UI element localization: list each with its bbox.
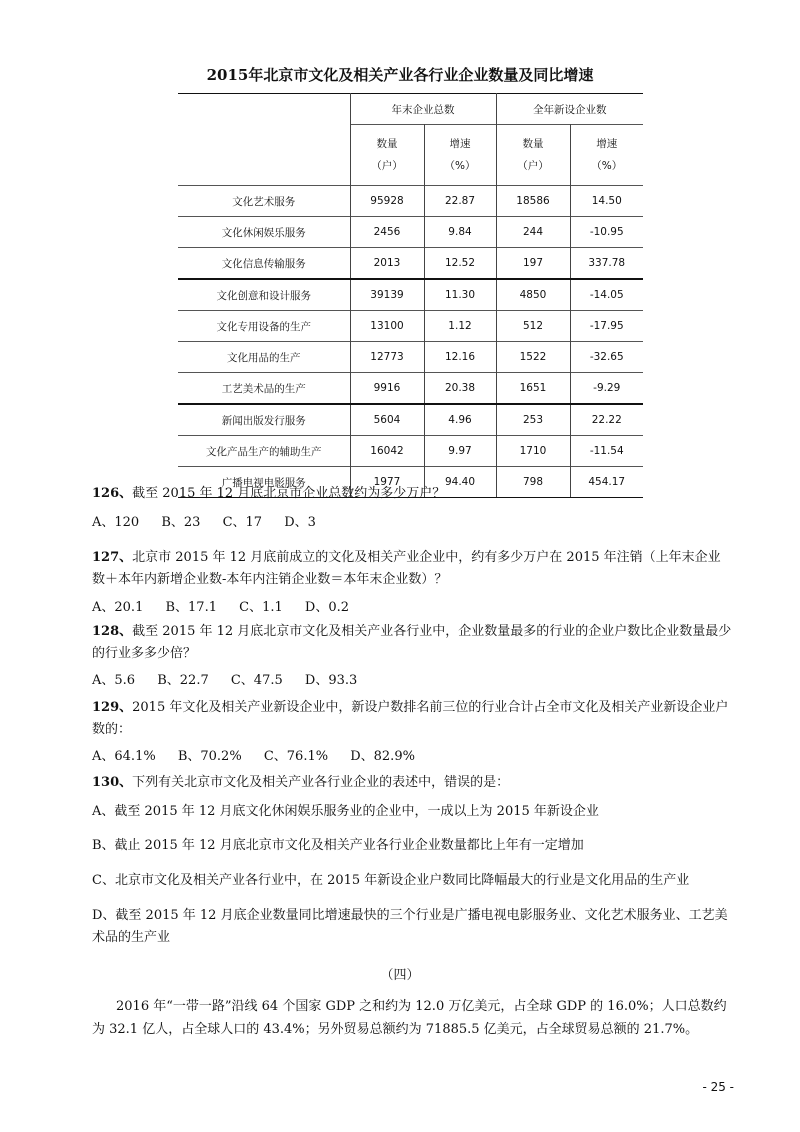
option-b: B、70.2% — [177, 749, 242, 764]
option-d: D、0.2 — [304, 600, 349, 615]
total-growth-cell: 4.96 — [424, 404, 496, 436]
page-number: - 25 - — [702, 1080, 734, 1094]
industry-cell: 文化创意和设计服务 — [178, 279, 350, 311]
total-growth-cell: 11.30 — [424, 279, 496, 311]
industry-cell: 文化艺术服务 — [178, 186, 350, 217]
industry-cell: 广播电视电影服务 — [178, 467, 350, 498]
total-cell: 16042 — [350, 436, 424, 467]
empty-corner-cell — [178, 94, 350, 186]
new-growth-cell: -14.05 — [570, 279, 643, 311]
new-cell: 1651 — [496, 373, 570, 405]
total-growth-cell: 94.40 — [424, 467, 496, 498]
total-cell: 12773 — [350, 342, 424, 373]
option-b: B、22.7 — [157, 673, 209, 688]
new-cell: 1522 — [496, 342, 570, 373]
total-cell: 5604 — [350, 404, 424, 436]
option-d: D、93.3 — [304, 673, 358, 688]
option-d: D、3 — [284, 515, 316, 530]
table-row — [178, 342, 643, 373]
group-header-new: 全年新设企业数 — [496, 94, 643, 125]
option-c: C、47.5 — [230, 673, 283, 688]
table-row — [178, 404, 643, 436]
table-row — [178, 217, 643, 248]
new-cell: 798 — [496, 467, 570, 498]
industry-table — [178, 93, 643, 498]
question-130 — [92, 772, 732, 794]
option-c: C、17 — [222, 515, 263, 530]
question-number: 130、 — [92, 775, 133, 790]
question-127 — [92, 547, 732, 591]
option-a: A、5.6 — [92, 673, 136, 688]
new-growth-cell: -11.54 — [570, 436, 643, 467]
new-cell: 1710 — [496, 436, 570, 467]
industry-cell: 文化休闲娱乐服务 — [178, 217, 350, 248]
sub-header: 数量 （户） — [496, 125, 570, 186]
table-row — [178, 248, 643, 280]
total-growth-cell: 12.52 — [424, 248, 496, 280]
industry-cell: 文化产品生产的辅助生产 — [178, 436, 350, 467]
question-129 — [92, 697, 732, 741]
total-growth-cell: 22.87 — [424, 186, 496, 217]
sub-header: 增速 （%） — [570, 125, 643, 186]
new-growth-cell: 337.78 — [570, 248, 643, 280]
option-d: D、82.9% — [350, 749, 415, 764]
question-127-options — [92, 596, 367, 615]
section-marker: （四） — [380, 968, 420, 983]
total-cell: 95928 — [350, 186, 424, 217]
total-growth-cell: 12.16 — [424, 342, 496, 373]
new-growth-cell: -9.29 — [570, 373, 643, 405]
table-row — [178, 373, 643, 405]
total-growth-cell: 9.97 — [424, 436, 496, 467]
question-text: 截至 2015 年 12 月底北京市文化及相关产业各行业中，企业数量最多的行业的企业户数比企业数量最少的行业多多少倍？ — [92, 624, 732, 661]
new-cell: 253 — [496, 404, 570, 436]
group-header-total: 年末企业总数 — [350, 94, 496, 125]
question-number: 129、 — [92, 700, 133, 715]
question-text: 下列有关北京市文化及相关产业各行业企业的表述中，错误的是： — [132, 775, 510, 790]
total-cell: 1977 — [350, 467, 424, 498]
question-128-options — [92, 669, 375, 688]
question-number: 128、 — [92, 624, 133, 639]
table-row — [178, 186, 643, 217]
new-growth-cell: 454.17 — [570, 467, 643, 498]
option-c: C、76.1% — [263, 749, 329, 764]
new-cell: 197 — [496, 248, 570, 280]
new-growth-cell: -17.95 — [570, 311, 643, 342]
industry-cell: 文化信息传输服务 — [178, 248, 350, 280]
option-c: C、1.1 — [239, 600, 283, 615]
question-text: 2015 年文化及相关产业新设企业中，新设户数排名前三位的行业合计占全市文化及相关产业新设企业户数的： — [92, 700, 729, 737]
total-cell: 9916 — [350, 373, 424, 405]
new-cell: 18586 — [496, 186, 570, 217]
question-129-options — [92, 745, 433, 764]
passage: 2016 年“一带一路”沿线 64 个国家 GDP 之和约为 12.0 万亿美元，占全球 GDP 的 16.0%；人口总数约为 32.1 亿人，占全球人口的 43.4%；另外贸易总额约为 71885.5 亿美元，占全球贸易总额的 21.7%。 — [92, 999, 727, 1037]
option-a: A、120 — [92, 515, 140, 530]
new-growth-cell: -32.65 — [570, 342, 643, 373]
question-number: 127、 — [92, 550, 133, 565]
new-growth-cell: -10.95 — [570, 217, 643, 248]
new-cell: 4850 — [496, 279, 570, 311]
table-row — [178, 436, 643, 467]
q130-option-b: B、截止 2015 年 12 月底北京市文化及相关产业各行业企业数量都比上年有一定增加 — [92, 838, 584, 853]
option-a: A、20.1 — [92, 600, 144, 615]
table-row — [178, 279, 643, 311]
question-126-options — [92, 511, 334, 530]
industry-cell: 新闻出版发行服务 — [178, 404, 350, 436]
option-b: B、17.1 — [165, 600, 217, 615]
table-row — [178, 311, 643, 342]
q130-option-c: C、北京市文化及相关产业各行业中，在 2015 年新设企业户数同比降幅最大的行业是文化用品的生产业 — [92, 873, 690, 888]
group-header-row — [178, 94, 643, 125]
total-growth-cell: 9.84 — [424, 217, 496, 248]
sub-header: 增速 （%） — [424, 125, 496, 186]
new-growth-cell: 22.22 — [570, 404, 643, 436]
question-text: 北京市 2015 年 12 月底前成立的文化及相关产业企业中，约有多少万户在 2015 年注销（上年末企业数＋本年内新增企业数-本年内注销企业数＝本年末企业数）？ — [92, 550, 721, 587]
table-title: 2015年北京市文化及相关产业各行业企业数量及同比增速 — [206, 66, 594, 84]
total-cell: 13100 — [350, 311, 424, 342]
question-128 — [92, 621, 732, 665]
new-cell: 512 — [496, 311, 570, 342]
q130-option-d: D、截至 2015 年 12 月底企业数量同比增速最快的三个行业是广播电视电影服务业、文化艺术服务业、工艺美术品的生产业 — [92, 908, 728, 945]
industry-cell: 工艺美术品的生产 — [178, 373, 350, 405]
total-growth-cell: 1.12 — [424, 311, 496, 342]
total-cell: 39139 — [350, 279, 424, 311]
new-growth-cell: 14.50 — [570, 186, 643, 217]
question-126 — [92, 483, 732, 505]
total-growth-cell: 20.38 — [424, 373, 496, 405]
option-b: B、23 — [161, 515, 201, 530]
new-cell: 244 — [496, 217, 570, 248]
industry-cell: 文化专用设备的生产 — [178, 311, 350, 342]
option-a: A、64.1% — [92, 749, 156, 764]
total-cell: 2013 — [350, 248, 424, 280]
question-text: 截至 2015 年 12 月底北京市企业总数约为多少万户？ — [132, 486, 446, 501]
total-cell: 2456 — [350, 217, 424, 248]
question-number: 126、 — [92, 486, 133, 501]
industry-cell: 文化用品的生产 — [178, 342, 350, 373]
sub-header: 数量 （户） — [350, 125, 424, 186]
q130-option-a: A、截至 2015 年 12 月底文化休闲娱乐服务业的企业中，一成以上为 2015 年新设企业 — [92, 804, 599, 819]
